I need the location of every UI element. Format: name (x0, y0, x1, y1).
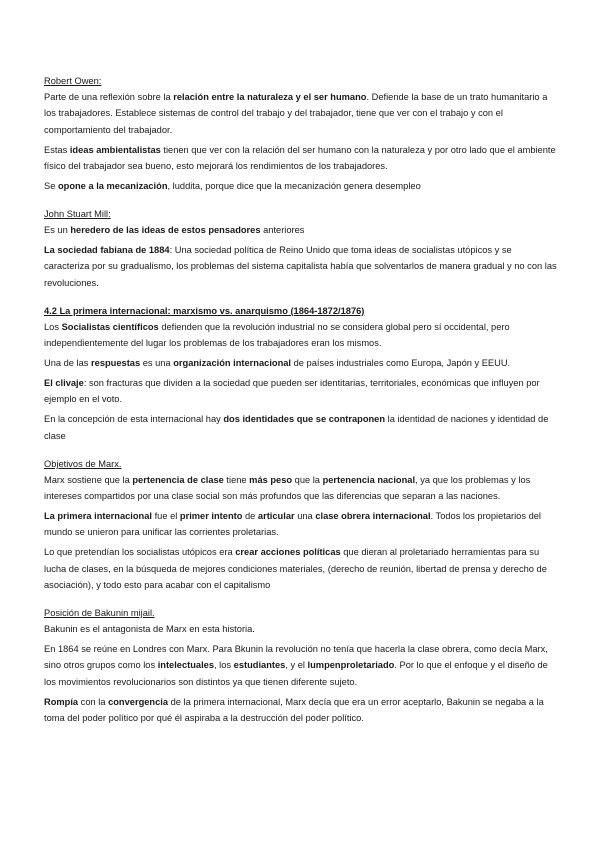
bold-text: ideas ambientalistas (69, 144, 161, 155)
text-run: de (242, 511, 258, 522)
text-run: la identidad de naciones y identidad de clase (44, 414, 549, 441)
bold-text: La primera internacional (44, 511, 152, 522)
text-run: una (294, 511, 316, 522)
bold-text: convergencia (108, 696, 169, 707)
document-section (44, 206, 559, 291)
text-run: Es un (44, 225, 71, 236)
text-run: . Por lo que el enfoque y el diseño de los movimientos revolucionarios son distintos ya que tienen diferente sujeto. (44, 660, 548, 687)
paragraph (44, 89, 559, 138)
section-heading: John Stuart Mill: (44, 209, 111, 220)
bold-text: opone a la mecanización (57, 180, 168, 191)
bold-text: dos identidades que se contraponen (223, 414, 386, 425)
bold-text: Socialistas científicos (61, 322, 159, 333)
text-run: . Todos los propietarios del mundo se unieron para unificar las corrientes proletarias. (44, 511, 541, 538)
text-run: fue el (151, 511, 180, 522)
text-run: Se (44, 180, 58, 191)
text-run: : son fracturas que dividen a la sociedad que pueden ser identitarias, territoriales, económicas que influyen por ejemplo en el voto. (44, 378, 540, 405)
section-heading: Objetivos de Marx. (44, 458, 122, 469)
paragraph (44, 641, 559, 690)
text-run: tiene (223, 475, 250, 486)
text-run: : Una sociedad política de Reino Unido que toma ideas de socialistas utópicos y se caracteriza por su gradualismo, los problemas del sistema capitalista había que solventarlos de manera gradual y no con las revoluciones. (44, 245, 557, 288)
text-run: , y el (285, 660, 308, 671)
bold-text: pertenencia nacional (322, 475, 416, 486)
text-run: , luddita, porque dice que la mecanización genera desempleo (167, 180, 421, 191)
document-section (44, 303, 559, 444)
paragraph (44, 508, 559, 540)
bold-text: relación entre la naturaleza y el ser humano (173, 92, 367, 103)
bold-text: La sociedad fabiana de 1884 (44, 245, 170, 256)
text-run: En la concepción de esta internacional hay (44, 414, 224, 425)
text-run: anteriores (260, 225, 305, 236)
text-run: tienen que ver con la relación del ser humano con la naturaleza y por otro lado que el ambiente físico del trabajador sea bueno, esto mejorará los rendimientos de los trabajadores. (44, 144, 556, 171)
bold-text: lumpenproletariado (307, 660, 395, 671)
paragraph (44, 355, 559, 371)
bold-text: pertenencia de clase (132, 475, 224, 486)
paragraph (44, 319, 559, 351)
text-run: , ya que los problemas y los intereses compartidos por una clase social son más profundos que las diferencias que separan a las naciones. (44, 475, 531, 502)
section-heading: Robert Owen: (44, 76, 102, 86)
paragraph (44, 472, 559, 504)
paragraph (44, 411, 559, 443)
bold-text: intelectuales (157, 660, 215, 671)
text-run: Marx sostiene que la (44, 475, 133, 486)
bold-text: articular (257, 511, 295, 522)
text-run: que dieran al proletariado herramientas para su lucha de clases, en la búsqueda de mejores condiciones materiales, (derecho de reunión, libertad de prensa y derecho de asociación), y todo esto para acabar con el capitalismo (44, 547, 547, 590)
text-run: En 1864 se reúne en Londres con Marx. Para Bkunin la revolución no tenía que hacerla la clase obrera, como decía Marx, sino otros grupos como los (44, 644, 548, 671)
section-heading: 4.2 La primera internacional: marxismo vs. anarquismo (1864-1872/1876) (44, 305, 365, 316)
text-run: de países industriales como Europa, Japón y EEUU. (291, 358, 511, 369)
bold-text: respuestas (91, 358, 141, 369)
bold-text: primer intento (179, 511, 243, 522)
paragraph (44, 621, 559, 637)
paragraph (44, 142, 559, 174)
document-section (44, 73, 559, 194)
paragraph (44, 178, 559, 194)
bold-text: crear acciones políticas (235, 547, 341, 558)
bold-text: organización internacional (173, 358, 292, 369)
text-run: . Defiende la base de un trato humanitario a los trabajadores. Establece sistemas de control del trabajo y del trabajador, tiene que ver con el trabajo y con el comportamiento del trabajador. (44, 92, 548, 135)
paragraph (44, 694, 559, 726)
text-run: Estas (44, 144, 70, 155)
document-section (44, 605, 559, 726)
section-heading: Posición de Bakunin mijail. (44, 608, 155, 619)
paragraph (44, 544, 559, 593)
text-run: , los (214, 660, 234, 671)
text-run: que la (292, 475, 323, 486)
text-run: Parte de una reflexión sobre la (44, 92, 174, 103)
bold-text: más peso (249, 475, 293, 486)
text-run: de la primera internacional, Marx decía que era un error aceptarlo, Bakunin se negaba a la toma del poder político por qué él aspiraba a la destrucción del poder político. (44, 696, 544, 723)
paragraph (44, 222, 559, 238)
bold-text: estudiantes (233, 660, 286, 671)
text-run: es una (140, 358, 174, 369)
document-section (44, 456, 559, 593)
text-run: con la (78, 696, 109, 707)
paragraph (44, 375, 559, 407)
text-run: Bakunin es el antagonista de Marx en esta historia. (44, 624, 255, 635)
text-run: defienden que la revolución industrial no se considera global pero sí occidental, pero independientemente del lugar los problemas de los trabajadores eran los mismos. (44, 322, 510, 349)
bold-text: clase obrera internacional (315, 511, 431, 522)
bold-text: Rompía (44, 696, 79, 707)
text-run: Lo que pretendían los socialistas utópicos era (44, 547, 236, 558)
text-run: Una de las (44, 358, 92, 369)
bold-text: heredero de las ideas de estos pensadores (70, 225, 261, 236)
bold-text: El clivaje (44, 378, 84, 389)
document-body (44, 73, 559, 738)
paragraph (44, 242, 559, 291)
text-run: Los (44, 322, 62, 333)
